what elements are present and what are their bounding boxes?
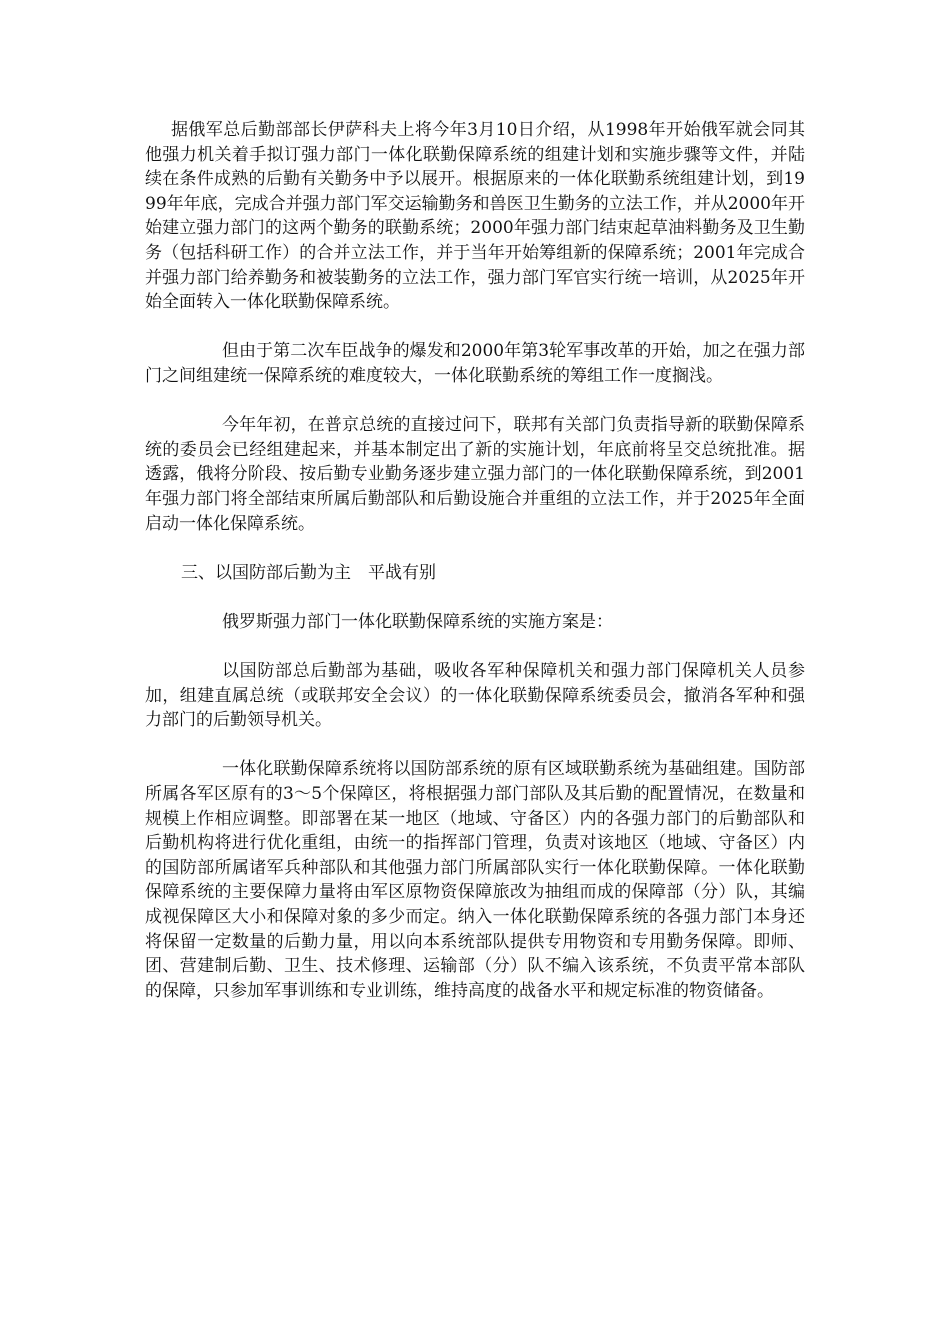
section-heading: 三、以国防部后勤为主 平战有别: [181, 562, 436, 583]
paragraph-committee-structure: 以国防部总后勤部为基础，吸收各军种保障机关和强力部门保障机关人员参加，组建直属总统（或联邦安全会议）的一体化联勤保障系统委员会，撤消各军种和强力部门的后勤领导机关。: [145, 661, 805, 731]
document-page: [145, 118, 805, 1028]
paragraph-implementation-plan: 据俄军总后勤部部长伊萨科夫上将今年3月10日介绍，从1998年开始俄军就会同其他强力机关着手拟订强力部门一体化联勤保障系统的组建计划和实施步骤等文件，并陆续在条件成熟的后勤有关勤务中予以展开。根据原来的一体化联勤系统组建计划，到1999年年底，完成合并强力部门军交运输勤务和兽医卫生勤务的立法工作，并从2000年开始建立强力部门的这两个勤务的联勤系统；2000年强力部门结束起草油料勤务及卫生勤务（包括科研工作）的合并立法工作，并于当年开始筹组新的保障系统；2001年完成合并强力部门给养勤务和被装勤务的立法工作，强力部门军官实行统一培训，从2025年开始全面转入一体化联勤保障系统。: [145, 120, 805, 313]
paragraph-regional-system: 一体化联勤保障系统将以国防部系统的原有区域联勤系统为基础组建。国防部所属各军区原有的3～5个保障区，将根据强力部门部队及其后勤的配置情况，在数量和规模上作相应调整。即部署在某一地区（地域、守备区）内的各强力部门的后勤部队和后勤机构将进行优化重组，由统一的指挥部门管理，负责对该地区（地域、守备区）内的国防部所属诸军兵种部队和其他强力部门所属部队实行一体化联勤保障。一体化联勤保障系统的主要保障力量将由军区原物资保障旅改为抽组而成的保障部（分）队，其编成视保障区大小和保障对象的多少而定。纳入一体化联勤保障系统的各强力部门本身还将保留一定数量的后勤力量，用以向本系统部队提供专用物资和专用勤务保障。即师、团、营建制后勤、卫生、技术修理、运输部（分）队不编入该系统，不负责平常本部队的保障，只参加军事训练和专业训练，维持高度的战备水平和规定标准的物资储备。: [145, 759, 805, 1001]
paragraph-plan-intro: 俄罗斯强力部门一体化联勤保障系统的实施方案是：: [222, 611, 613, 632]
paragraph-chechen-war: 但由于第二次车臣战争的爆发和2000年第3轮军事改革的开始，加之在强力部门之间组建统一保障系统的难度较大，一体化联勤系统的筹组工作一度搁浅。: [145, 341, 805, 386]
paragraph-new-committee: 今年年初，在普京总统的直接过问下，联邦有关部门负责指导新的联勤保障系统的委员会已经组建起来，并基本制定出了新的实施计划，年底前将呈交总统批准。据透露，俄将分阶段、按后勤专业勤务逐步建立强力部门的一体化联勤保障系统，到2001年强力部门将全部结束所属后勤部队和后勤设施合并重组的立法工作，并于2025年全面启动一体化保障系统。: [145, 415, 805, 534]
